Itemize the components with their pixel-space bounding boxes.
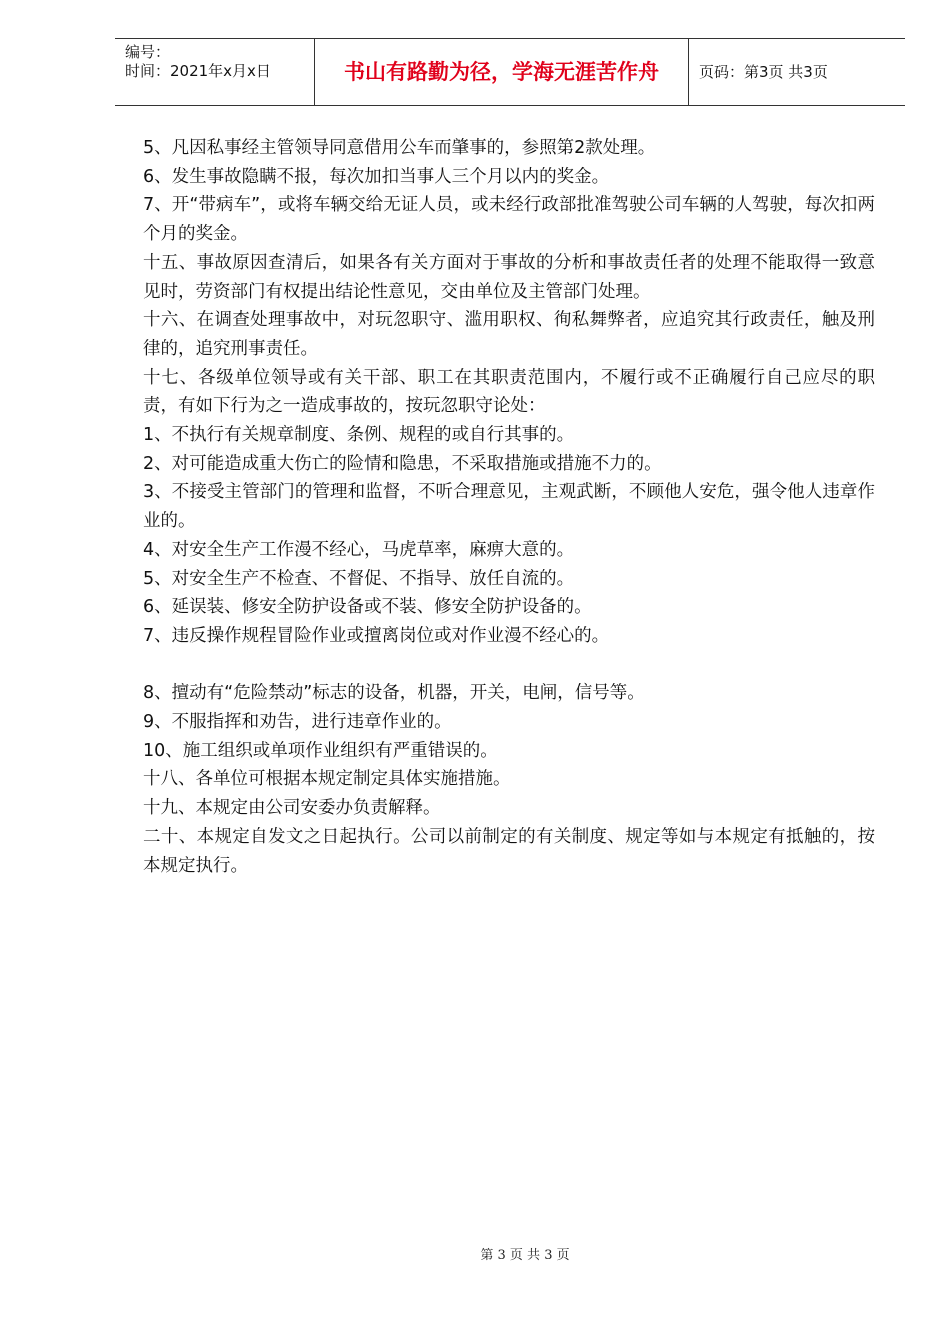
header-page-info: 页码：第3页 共3页 <box>699 63 828 81</box>
page-header <box>115 38 905 106</box>
paragraph: 十七、各级单位领导或有关干部、职工在其职责范围内，不履行或不正确履行自己应尽的职责，有如下行为之一造成事故的，按玩忽职守论处： <box>143 367 875 417</box>
header-motto: 书山有路勤为径，学海无涯苦作舟 <box>315 39 689 105</box>
paragraph: 7、开“带病车”，或将车辆交给无证人员，或未经行政部批准驾驶公司车辆的人驾驶，每次扣两个月的奖金。 <box>143 195 875 245</box>
paragraph: 8、擅动有“危险禁动”标志的设备，机器，开关，电闸，信号等。 <box>143 683 645 704</box>
page-footer: 第 3 页 共 3 页 <box>480 1248 570 1263</box>
paragraph: 3、不接受主管部门的管理和监督，不听合理意见，主观武断，不顾他人安危，强令他人违章作业的。 <box>143 482 875 532</box>
paragraph: 10、施工组织或单项作业组织有严重错误的。 <box>143 740 498 761</box>
paragraph: 5、凡因私事经主管领导同意借用公车而肇事的，参照第2款处理。 <box>143 138 656 158</box>
document-body <box>143 134 875 880</box>
paragraph: 9、不服指挥和劝告，进行违章作业的。 <box>143 712 452 733</box>
paragraph: 十九、本规定由公司安委办负责解释。 <box>143 798 441 819</box>
paragraph: 7、违反操作规程冒险作业或擅离岗位或对作业漫不经心的。 <box>143 625 610 646</box>
paragraph: 二十、本规定自发文之日起执行。公司以前制定的有关制度、规定等如与本规定有抵触的，按本规定执行。 <box>143 826 875 876</box>
paragraph: 1、不执行有关规章制度、条例、规程的或自行其事的。 <box>143 425 575 446</box>
paragraph: 4、对安全生产工作漫不经心，马虎草率，麻痹大意的。 <box>143 539 575 560</box>
blank-line <box>143 651 875 680</box>
header-meta <box>115 39 315 105</box>
paragraph: 十六、在调查处理事故中，对玩忽职守、滥用职权、徇私舞弊者，应追究其行政责任，触及刑律的，追究刑事责任。 <box>143 310 875 359</box>
doc-code-label: 编号： <box>125 43 171 61</box>
paragraph: 十五、事故原因查清后，如果各有关方面对于事故的分析和事故责任者的处理不能取得一致意见时，劳资部门有权提出结论性意见，交由单位及主管部门处理。 <box>143 252 875 302</box>
paragraph: 十八、各单位可根据本规定制定具体实施措施。 <box>143 769 511 790</box>
paragraph: 6、延误装、修安全防护设备或不装、修安全防护设备的。 <box>143 597 592 618</box>
paragraph: 5、对安全生产不检查、不督促、不指导、放任自流的。 <box>143 568 575 589</box>
doc-time-label: 时间：2021年x月x日 <box>125 62 271 80</box>
paragraph: 6、发生事故隐瞒不报，每次加扣当事人三个月以内的奖金。 <box>143 166 610 187</box>
paragraph: 2、对可能造成重大伤亡的险情和隐患，不采取措施或措施不力的。 <box>143 453 662 474</box>
